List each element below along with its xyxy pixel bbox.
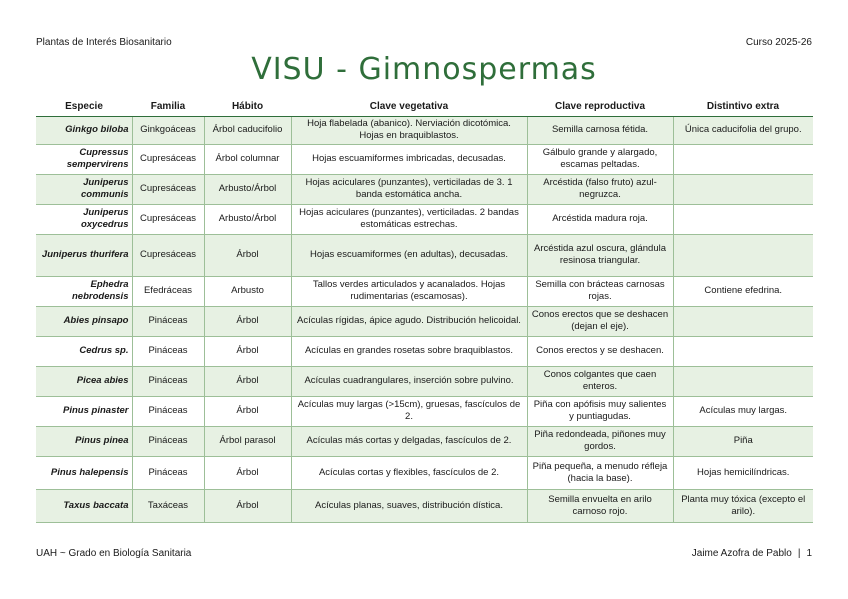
cell-habito: Árbol columnar xyxy=(204,144,291,174)
cell-habito: Arbusto xyxy=(204,276,291,306)
cell-distintivo-extra: Hojas hemicilíndricas. xyxy=(673,456,813,489)
cell-distintivo-extra xyxy=(673,336,813,366)
cell-familia: Pináceas xyxy=(132,456,204,489)
cell-familia: Pináceas xyxy=(132,306,204,336)
page-number: 1 xyxy=(806,548,812,559)
species-table xyxy=(36,99,813,523)
cell-distintivo-extra: Piña xyxy=(673,426,813,456)
cell-distintivo-extra xyxy=(673,144,813,174)
cell-clave-vegetativa: Tallos verdes articulados y acanalados. Hojas rudimentarias (escamosas). xyxy=(291,276,527,306)
cell-familia: Cupresáceas xyxy=(132,174,204,204)
cell-especie: Juniperus communis xyxy=(36,174,132,204)
cell-clave-reproductiva: Arcéstida madura roja. xyxy=(527,204,673,234)
footer-author: Jaime Azofra de Pablo xyxy=(691,548,792,559)
cell-distintivo-extra: Acículas muy largas. xyxy=(673,396,813,426)
cell-clave-reproductiva: Semilla carnosa fétida. xyxy=(527,116,673,144)
cell-habito: Árbol parasol xyxy=(204,426,291,456)
table-row xyxy=(36,489,813,522)
cell-especie: Ginkgo biloba xyxy=(36,116,132,144)
table-row xyxy=(36,366,813,396)
cell-clave-vegetativa: Hojas aciculares (punzantes), verticiladas de 3. 1 banda estomática ancha. xyxy=(291,174,527,204)
cell-habito: Árbol xyxy=(204,336,291,366)
cell-especie: Ephedra nebrodensis xyxy=(36,276,132,306)
table-row xyxy=(36,174,813,204)
cell-especie: Picea abies xyxy=(36,366,132,396)
header-left: Plantas de Interés Biosanitario xyxy=(36,37,172,48)
cell-familia: Cupresáceas xyxy=(132,204,204,234)
cell-familia: Cupresáceas xyxy=(132,144,204,174)
cell-distintivo-extra xyxy=(673,204,813,234)
cell-clave-vegetativa: Acículas más cortas y delgadas, fascículos de 2. xyxy=(291,426,527,456)
cell-familia: Ginkgoáceas xyxy=(132,116,204,144)
table-row xyxy=(36,234,813,276)
col-header-clave-reproductiva: Clave reproductiva xyxy=(527,99,673,116)
cell-distintivo-extra: Única caducifolia del grupo. xyxy=(673,116,813,144)
cell-clave-vegetativa: Acículas rígidas, ápice agudo. Distribución helicoidal. xyxy=(291,306,527,336)
cell-especie: Pinus pinaster xyxy=(36,396,132,426)
cell-clave-vegetativa: Acículas planas, suaves, distribución dística. xyxy=(291,489,527,522)
table-row xyxy=(36,144,813,174)
cell-habito: Árbol xyxy=(204,366,291,396)
col-header-clave-vegetativa: Clave vegetativa xyxy=(291,99,527,116)
page-title: VISU - Gimnospermas xyxy=(251,52,597,87)
col-header-distintivo-extra: Distintivo extra xyxy=(673,99,813,116)
cell-habito: Árbol xyxy=(204,396,291,426)
cell-clave-reproductiva: Arcéstida (falso fruto) azul-negruzca. xyxy=(527,174,673,204)
cell-habito: Árbol xyxy=(204,306,291,336)
cell-especie: Pinus halepensis xyxy=(36,456,132,489)
cell-especie: Abies pinsapo xyxy=(36,306,132,336)
table-row xyxy=(36,116,813,144)
cell-distintivo-extra xyxy=(673,234,813,276)
cell-clave-reproductiva: Arcéstida azul oscura, glándula resinosa triangular. xyxy=(527,234,673,276)
table-row xyxy=(36,426,813,456)
cell-familia: Pináceas xyxy=(132,426,204,456)
cell-clave-reproductiva: Semilla con brácteas carnosas rojas. xyxy=(527,276,673,306)
cell-clave-vegetativa: Hojas aciculares (punzantes), verticiladas. 2 bandas estomáticas estrechas. xyxy=(291,204,527,234)
cell-habito: Árbol xyxy=(204,456,291,489)
table-header-row xyxy=(36,99,813,116)
cell-distintivo-extra xyxy=(673,306,813,336)
cell-especie: Cupressus sempervirens xyxy=(36,144,132,174)
cell-clave-vegetativa: Hoja flabelada (abanico). Nerviación dicotómica. Hojas en braquiblastos. xyxy=(291,116,527,144)
table-row xyxy=(36,396,813,426)
cell-distintivo-extra xyxy=(673,174,813,204)
cell-clave-vegetativa: Hojas escuamiformes imbricadas, decusadas. xyxy=(291,144,527,174)
cell-especie: Juniperus oxycedrus xyxy=(36,204,132,234)
col-header-habito: Hábito xyxy=(204,99,291,116)
cell-especie: Taxus baccata xyxy=(36,489,132,522)
cell-clave-vegetativa: Acículas en grandes rosetas sobre braquiblastos. xyxy=(291,336,527,366)
table-row xyxy=(36,456,813,489)
cell-familia: Taxáceas xyxy=(132,489,204,522)
cell-habito: Árbol xyxy=(204,489,291,522)
cell-familia: Cupresáceas xyxy=(132,234,204,276)
cell-clave-reproductiva: Piña pequeña, a menudo réfleja (hacia la base). xyxy=(527,456,673,489)
cell-clave-reproductiva: Semilla envuelta en arilo carnoso rojo. xyxy=(527,489,673,522)
cell-habito: Árbol caducifolio xyxy=(204,116,291,144)
footer-right xyxy=(692,548,812,559)
table-row xyxy=(36,306,813,336)
col-header-familia: Familia xyxy=(132,99,204,116)
table-row xyxy=(36,336,813,366)
table-row xyxy=(36,276,813,306)
cell-familia: Pináceas xyxy=(132,366,204,396)
cell-clave-reproductiva: Conos erectos que se deshacen (dejan el eje). xyxy=(527,306,673,336)
cell-especie: Pinus pinea xyxy=(36,426,132,456)
cell-clave-vegetativa: Acículas muy largas (>15cm), gruesas, fascículos de 2. xyxy=(291,396,527,426)
cell-habito: Árbol xyxy=(204,234,291,276)
cell-familia: Efedráceas xyxy=(132,276,204,306)
cell-clave-reproductiva: Conos erectos y se deshacen. xyxy=(527,336,673,366)
cell-clave-reproductiva: Gálbulo grande y alargado, escamas peltadas. xyxy=(527,144,673,174)
cell-especie: Cedrus sp. xyxy=(36,336,132,366)
cell-clave-reproductiva: Piña con apófisis muy salientes y puntiagudas. xyxy=(527,396,673,426)
footer-left: UAH ~ Grado en Biología Sanitaria xyxy=(36,548,192,559)
cell-habito: Arbusto/Árbol xyxy=(204,204,291,234)
cell-familia: Pináceas xyxy=(132,396,204,426)
cell-clave-vegetativa: Hojas escuamiformes (en adultas), decusadas. xyxy=(291,234,527,276)
cell-clave-reproductiva: Conos colgantes que caen enteros. xyxy=(527,366,673,396)
col-header-especie: Especie xyxy=(36,99,132,116)
cell-distintivo-extra: Contiene efedrina. xyxy=(673,276,813,306)
cell-habito: Arbusto/Árbol xyxy=(204,174,291,204)
footer-separator: | xyxy=(797,548,801,559)
cell-distintivo-extra: Planta muy tóxica (excepto el arilo). xyxy=(673,489,813,522)
header-right: Curso 2025-26 xyxy=(745,37,812,48)
cell-distintivo-extra xyxy=(673,366,813,396)
cell-clave-vegetativa: Acículas cuadrangulares, inserción sobre pulvino. xyxy=(291,366,527,396)
cell-familia: Pináceas xyxy=(132,336,204,366)
cell-especie: Juniperus thurifera xyxy=(36,234,132,276)
cell-clave-reproductiva: Piña redondeada, piñones muy gordos. xyxy=(527,426,673,456)
cell-clave-vegetativa: Acículas cortas y flexibles, fascículos de 2. xyxy=(291,456,527,489)
table-row xyxy=(36,204,813,234)
